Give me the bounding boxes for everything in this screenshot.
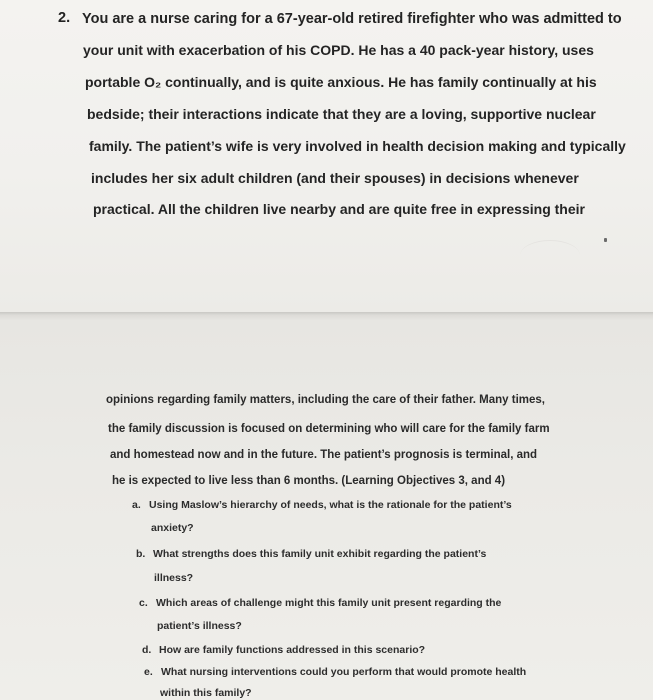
paragraph-line: family. The patient’s wife is very involved in health decision making and typically <box>89 138 626 154</box>
page-fold-shadow <box>0 312 653 320</box>
paragraph-line: portable O₂ continually, and is quite anxious. He has family continually at his <box>85 74 597 90</box>
subquestion-a-continuation: anxiety? <box>151 522 194 534</box>
subquestion-text: What nursing interventions could you perform that would promote health <box>161 666 527 678</box>
subquestion-c-continuation: patient’s illness? <box>157 620 242 632</box>
subquestion-b-continuation: illness? <box>154 572 194 584</box>
subquestion-c <box>139 597 501 609</box>
paper-curl <box>520 240 580 271</box>
continuation-line: he is expected to live less than 6 months. (Learning Objectives 3, and 4) <box>112 475 506 487</box>
subquestion-letter: b. <box>136 548 146 560</box>
subquestion-letter: a. <box>132 499 141 511</box>
question-number: 2. <box>58 10 71 26</box>
paragraph-line: includes her six adult children (and their spouses) in decisions whenever <box>91 170 579 186</box>
subquestion-text: Which areas of challenge might this family unit present regarding the <box>156 597 502 609</box>
subquestion-b <box>136 548 486 560</box>
continuation-line: the family discussion is focused on determining who will care for the family farm <box>108 423 550 435</box>
continuation-line: and homestead now and in the future. The patient’s prognosis is terminal, and <box>110 449 538 461</box>
subquestion-text: How are family functions addressed in this scenario? <box>159 644 426 656</box>
subquestion-letter: c. <box>139 597 148 609</box>
paragraph-line: You are a nurse caring for a 67-year-old retired firefighter who was admitted to <box>82 11 622 27</box>
ink-speck <box>604 238 607 242</box>
paragraph-line: bedside; their interactions indicate that they are a loving, supportive nuclear <box>87 106 596 122</box>
subquestion-letter: d. <box>142 644 152 656</box>
continuation-line: opinions regarding family matters, including the care of their father. Many times, <box>106 394 546 406</box>
subquestion-e-continuation: within this family? <box>160 687 252 699</box>
subquestion-d <box>142 644 425 656</box>
subquestion-e <box>144 666 526 678</box>
paragraph-line: practical. All the children live nearby and are quite free in expressing their <box>93 201 585 217</box>
subquestion-a <box>132 499 512 511</box>
subquestion-text: Using Maslow’s hierarchy of needs, what is the rationale for the patient’s <box>149 499 512 511</box>
subquestion-letter: e. <box>144 666 153 678</box>
paragraph-line: your unit with exacerbation of his COPD. He has a 40 pack-year history, uses <box>83 42 594 58</box>
subquestion-text: What strengths does this family unit exhibit regarding the patient’s <box>153 548 487 560</box>
